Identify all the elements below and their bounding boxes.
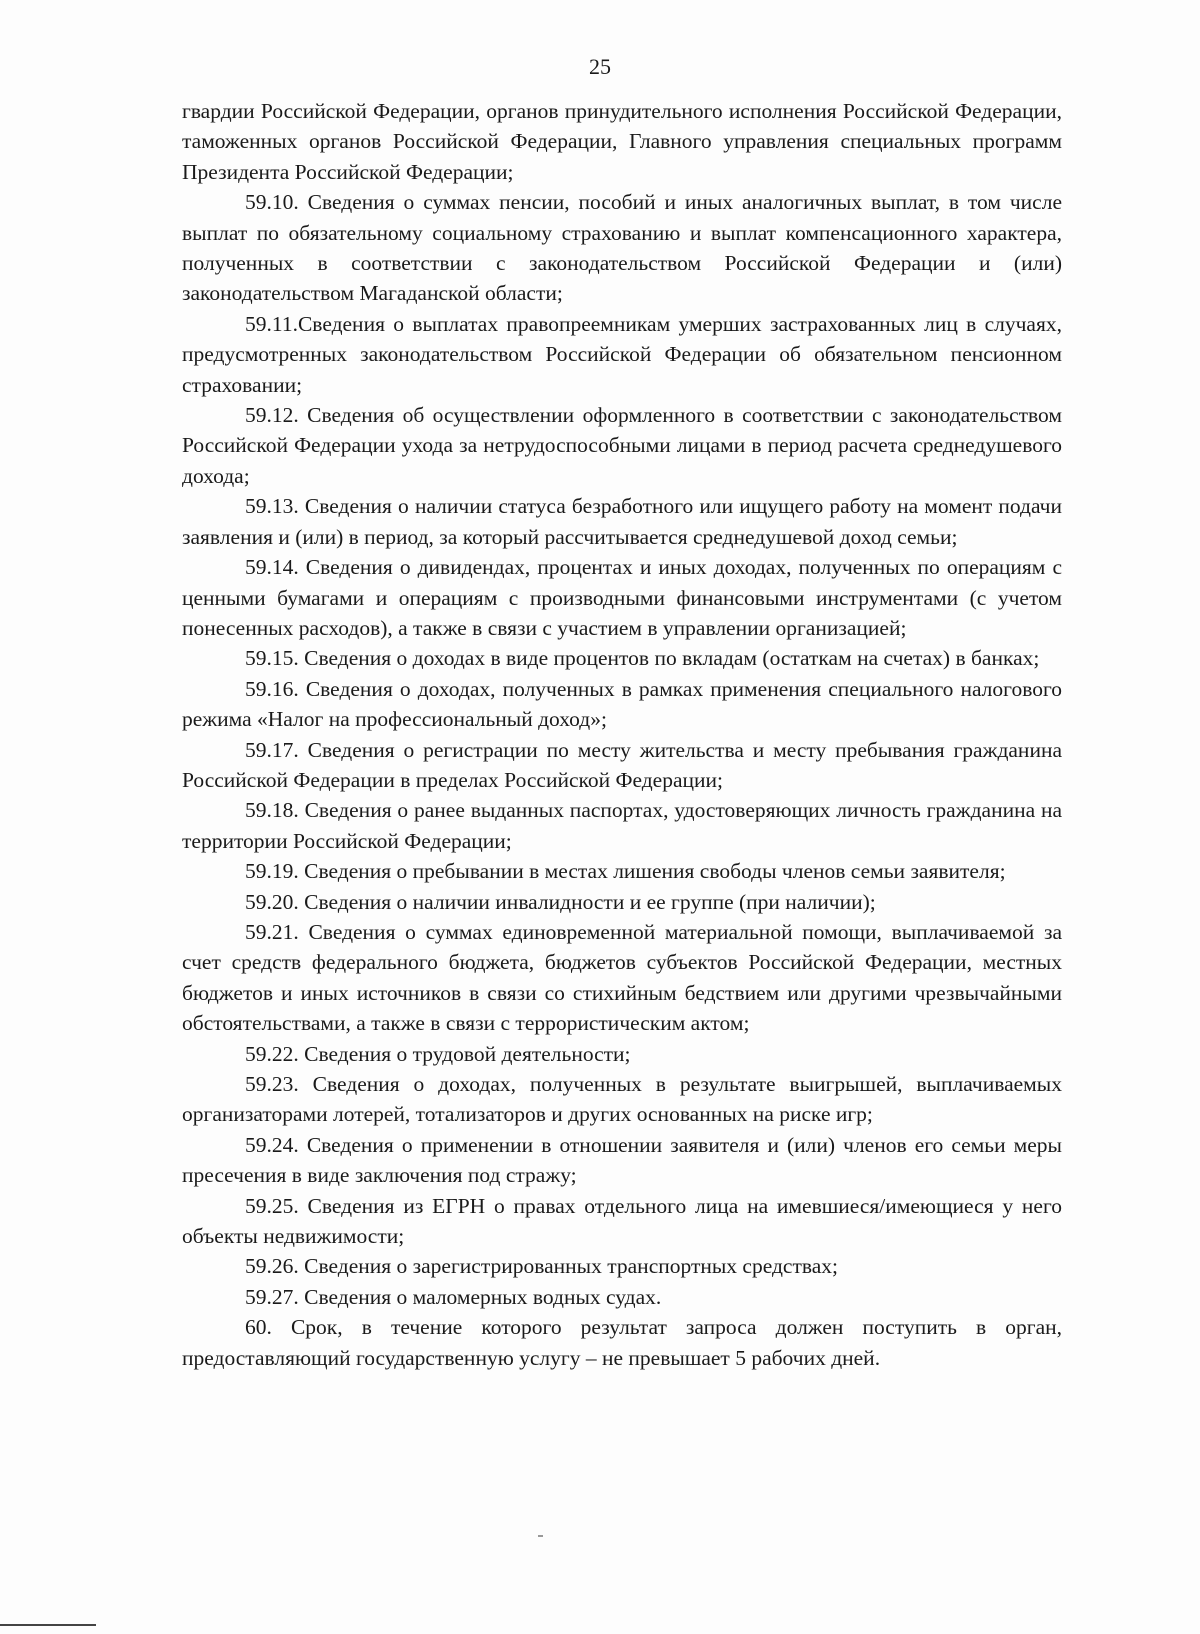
paragraph-59-12: 59.12. Сведения об осуществлении оформленного в соответствии с законодательством Российской Федерации ухода за нетрудоспособными лицами в период расчета среднедушевого дохода; bbox=[182, 403, 1062, 488]
paragraph-59-21: 59.21. Сведения о суммах единовременной материальной помощи, выплачиваемой за счет средств федерального бюджета, бюджетов субъектов Российской Федерации, местных бюджетов и иных источников в связи со стихийным бедствием или другими чрезвычайными обстоятельствами, а также в связи с террористическим актом; bbox=[182, 919, 1062, 1036]
paragraph-59-18: 59.18. Сведения о ранее выданных паспортах, удостоверяющих личность гражданина на территории Российской Федерации; bbox=[182, 798, 1062, 853]
paragraph-59-13: 59.13. Сведения о наличии статуса безработного или ищущего работу на момент подачи заявления и (или) в период, за который рассчитывается среднедушевой доход семьи; bbox=[182, 494, 1062, 549]
paragraph-59-17: 59.17. Сведения о регистрации по месту жительства и месту пребывания гражданина Российской Федерации в пределах Российской Федерации; bbox=[182, 737, 1062, 792]
scan-speck bbox=[538, 1535, 543, 1537]
paragraph-60: 60. Срок, в течение которого результат запроса должен поступить в орган, предоставляющий государственную услугу – не превышает 5 рабочих дней. bbox=[182, 1315, 1062, 1370]
paragraph-59-22: 59.22. Сведения о трудовой деятельности; bbox=[245, 1041, 631, 1066]
paragraph-59-10: 59.10. Сведения о суммах пенсии, пособий и иных аналогичных выплат, в том числе выплат по обязательному социальному страхованию и выплат компенсационного характера, полученных в соответствии с законодательством Российской Федерации и (или) законодательством Магаданской области; bbox=[182, 190, 1062, 306]
paragraph-59-25: 59.25. Сведения из ЕГРН о правах отдельного лица на имевшиеся/имеющиеся у него объекты недвижимости; bbox=[182, 1193, 1062, 1249]
paragraph-59-26: 59.26. Сведения о зарегистрированных транспортных средствах; bbox=[245, 1254, 838, 1279]
document-body bbox=[182, 96, 1062, 1373]
scan-edge-mark bbox=[0, 1624, 96, 1626]
paragraph-59-11: 59.11.Сведения о выплатах правопреемникам умерших застрахованных лиц в случаях, предусмотренных законодательством Российской Федерации об обязательном пенсионном страховании; bbox=[182, 311, 1062, 397]
paragraph-59-16: 59.16. Сведения о доходах, полученных в рамках применения специального налогового режима «Налог на профессиональный доход»; bbox=[182, 676, 1062, 732]
paragraph-59-14: 59.14. Сведения о дивидендах, процентах и иных доходах, полученных по операциям с ценными бумагами и операциям с производными финансовыми инструментами (с учетом понесенных расходов), а также в связи с участием в управлении организацией; bbox=[182, 555, 1062, 640]
paragraph-59-24: 59.24. Сведения о применении в отношении заявителя и (или) членов его семьи меры пресечения в виде заключения под стражу; bbox=[182, 1132, 1062, 1188]
paragraph-59-27: 59.27. Сведения о маломерных водных судах. bbox=[245, 1284, 662, 1309]
paragraph-59-15: 59.15. Сведения о доходах в виде процентов по вкладам (остаткам на счетах) в банках; bbox=[245, 646, 1040, 671]
paragraph-continuation: гвардии Российской Федерации, органов принудительного исполнения Российской Федерации, таможенных органов Российской Федерации, Главного управления специальных программ Президента Российской Федерации; bbox=[182, 99, 1062, 184]
paragraph-59-19: 59.19. Сведения о пребывании в местах лишения свободы членов семьи заявителя; bbox=[245, 859, 1006, 884]
paragraph-59-20: 59.20. Сведения о наличии инвалидности и ее группе (при наличии); bbox=[245, 889, 876, 914]
paragraph-59-23: 59.23. Сведения о доходах, полученных в результате выигрышей, выплачиваемых организаторами лотерей, тотализаторов и других основанных на риске игр; bbox=[182, 1072, 1062, 1127]
page-number: 25 bbox=[589, 54, 611, 79]
